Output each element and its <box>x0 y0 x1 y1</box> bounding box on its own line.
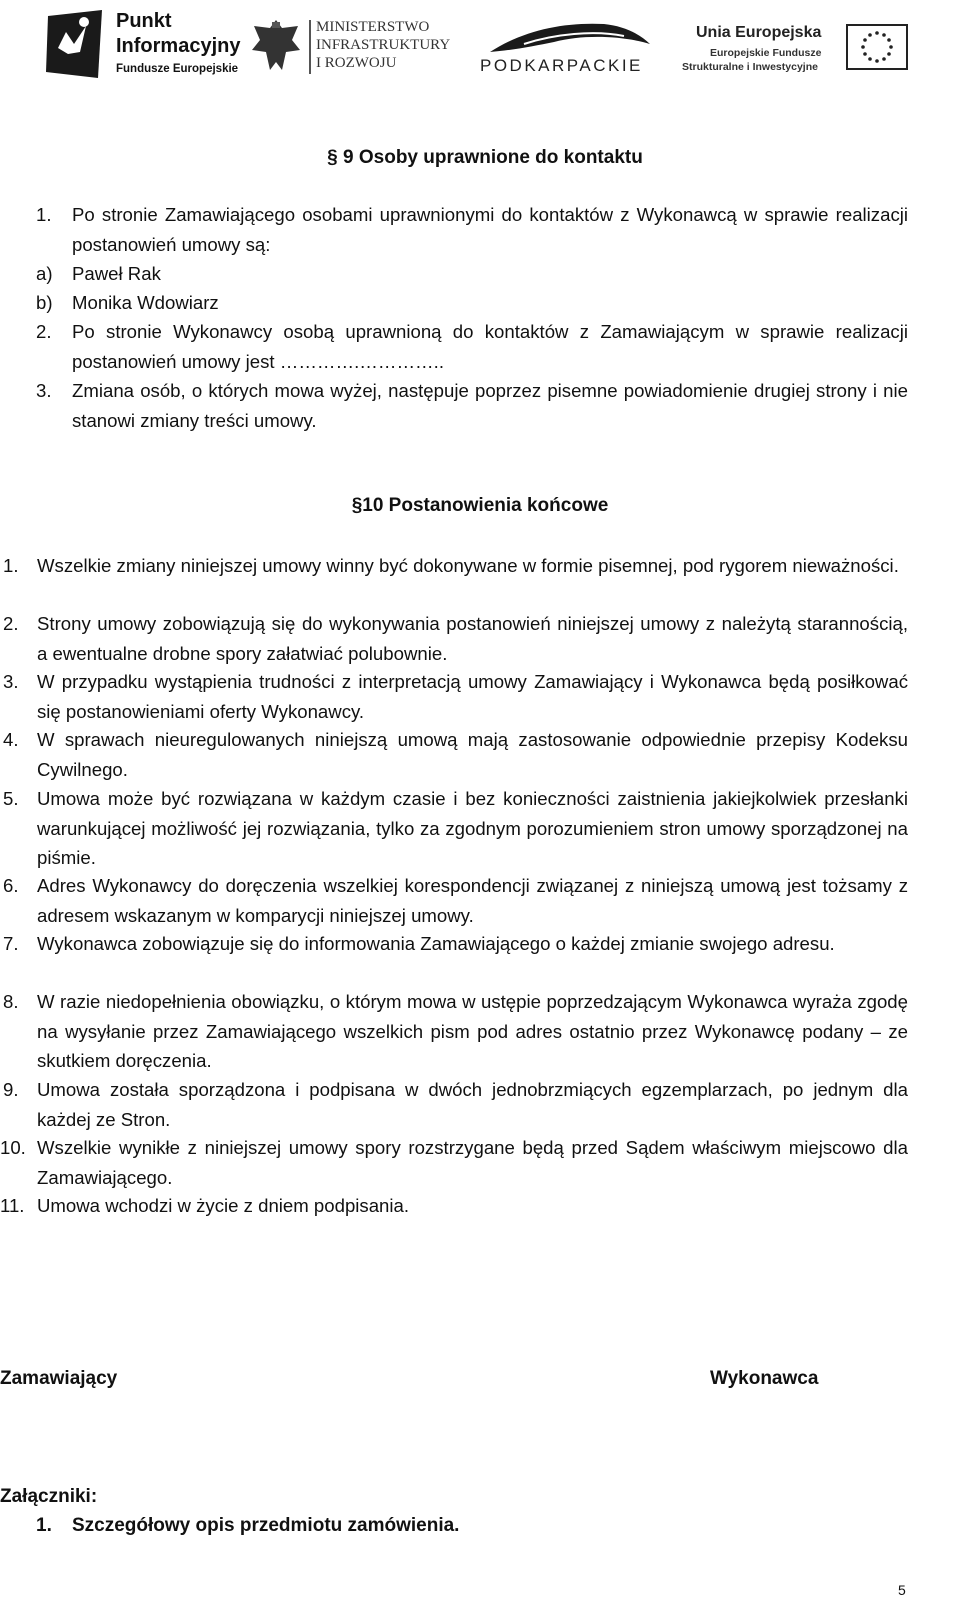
item-text: Monika Wdowiarz <box>72 292 219 313</box>
item-number: 2. <box>3 613 19 634</box>
logo-bar <box>0 0 960 100</box>
item-text: Umowa została sporządzona i podpisana w dwóch jednobrzmiących egzemplarzach, po jednym dla każdej ze Stron. <box>37 1079 908 1130</box>
star-person-icon <box>44 8 106 80</box>
item-text: Strony umowy zobowiązują się do wykonywania postanowień niniejszej umowy z należytą starannością, a ewentualne drobne spory załatwiać polubownie. <box>37 613 908 664</box>
punkt-informacyjny-logo <box>44 8 244 86</box>
section-10-item-6 <box>3 871 908 930</box>
eu-line3: Strukturalne i Inwestycyjne <box>682 61 818 73</box>
item-text: Po stronie Zamawiającego osobami uprawnionymi do kontaktów z Wykonawcą w sprawie realizacji postanowień umowy są: <box>72 204 908 255</box>
item-number: a) <box>36 263 53 284</box>
item-number: 6. <box>3 875 19 896</box>
section-10-item-2 <box>3 609 908 668</box>
item-text: W razie niedopełnienia obowiązku, o którym mowa w ustępie poprzedzającym Wykonawca wyraża zgodę na wysyłanie przez Zamawiającego wszelkich pism pod adres ostatnio przez Wykonawcę podany – ze skutkiem doręczenia. <box>37 991 908 1072</box>
eu-flag-icon <box>846 24 908 70</box>
podkarpackie-name: PODKARPACKIE <box>480 56 643 75</box>
item-text: Wykonawca zobowiązuje się do informowania Zamawiającego o każdej zmianie swojego adresu. <box>37 933 835 954</box>
podkarpackie-logo <box>476 20 656 80</box>
section-10-item-11 <box>0 1191 908 1221</box>
item-number: 4. <box>3 729 19 750</box>
item-text: Wszelkie wynikłe z niniejszej umowy spory rozstrzygane będą przed Sądem właściwym miejscowo dla Zamawiającego. <box>37 1137 908 1188</box>
item-text: Po stronie Wykonawcy osobą uprawnioną do kontaktów z Zamawiającym w sprawie realizacji postanowień umowy jest ………….………….. <box>72 321 908 372</box>
section-10-item-3 <box>3 667 908 726</box>
item-text: Zmiana osób, o których mowa wyżej, następuje poprzez pisemne powiadomienie drugiej strony i nie stanowi zmiany treści umowy. <box>72 380 908 431</box>
eu-logo <box>680 22 920 82</box>
item-number: 5. <box>3 788 19 809</box>
punkt-line3: Fundusze Europejskie <box>116 63 239 75</box>
attachment-number: 1. <box>36 1515 52 1536</box>
section-10-item-9 <box>3 1075 908 1134</box>
eagle-emblem-icon <box>248 16 304 76</box>
item-number: 10. <box>0 1137 26 1158</box>
ministry-line2: INFRASTRUKTURY <box>316 37 451 53</box>
punkt-line1: Punkt <box>116 10 172 32</box>
item-text: Wszelkie zmiany niniejszej umowy winny być dokonywane w formie pisemnej, pod rygorem nieważności. <box>37 555 899 576</box>
ministry-logo <box>248 16 463 82</box>
section-10-item-10 <box>0 1133 908 1192</box>
item-number: 3. <box>36 380 52 401</box>
punkt-line2: Informacyjny <box>116 35 241 57</box>
item-number: 1. <box>36 204 52 225</box>
ministry-divider <box>309 20 311 74</box>
section-10-item-1 <box>3 551 908 581</box>
attachments-label: Załączniki: <box>0 1486 98 1507</box>
signature-zamawiajacy: Zamawiający <box>0 1368 118 1389</box>
signature-wykonawca: Wykonawca <box>710 1368 819 1389</box>
item-number: 2. <box>36 321 52 342</box>
attachment-text: Szczegółowy opis przedmiotu zamówienia. <box>72 1515 460 1536</box>
eu-line1: Unia Europejska <box>696 24 822 41</box>
item-text: Umowa może być rozwiązana w każdym czasie i bez konieczności zaistnienia jakiejkolwiek przesłanki warunkującej możliwość jej rozwiązania, tylko za zgodnym porozumieniem stron umowy sporządzonej na piśmie. <box>37 788 908 869</box>
mountain-swoosh-icon <box>484 20 654 54</box>
ministry-line1: MINISTERSTWO <box>316 19 430 35</box>
section-10-item-8 <box>3 987 908 1076</box>
section-9-heading: § 9 Osoby uprawnione do kontaktu <box>327 147 643 168</box>
section-10-item-5 <box>3 784 908 873</box>
item-text: Paweł Rak <box>72 263 161 284</box>
section-9-item-2 <box>36 317 908 376</box>
eu-line2: Europejskie Fundusze <box>710 47 822 59</box>
section-10-item-4 <box>3 725 908 784</box>
item-number: 3. <box>3 671 19 692</box>
item-text: W przypadku wystąpienia trudności z interpretacją umowy Zamawiający i Wykonawca będą posiłkować się postanowieniami oferty Wykonawcy. <box>37 671 908 722</box>
item-number: 9. <box>3 1079 19 1100</box>
item-number: b) <box>36 292 53 313</box>
section-10-heading: §10 Postanowienia końcowe <box>351 495 609 516</box>
section-9-item-3 <box>36 376 908 435</box>
item-text: W sprawach nieuregulowanych niniejszą umową mają zastosowanie odpowiednie przepisy Kodeksu Cywilnego. <box>37 729 908 780</box>
page-number: 5 <box>898 1582 906 1598</box>
item-number: 11. <box>0 1195 25 1216</box>
section-10-item-7 <box>3 929 908 959</box>
item-number: 1. <box>3 555 19 576</box>
item-number: 7. <box>3 933 19 954</box>
section-9-item-b <box>36 288 908 318</box>
section-9-item-a <box>36 259 908 289</box>
ministry-line3: I ROZWOJU <box>316 55 397 71</box>
item-text: Umowa wchodzi w życie z dniem podpisania. <box>37 1195 410 1216</box>
item-number: 8. <box>3 991 19 1012</box>
item-text: Adres Wykonawcy do doręczenia wszelkiej korespondencji związanej z niniejszą umową jest tożsamy z adresem wskazanym w komparycji niniejszej umowy. <box>37 875 908 926</box>
section-9-item-1 <box>36 200 908 259</box>
